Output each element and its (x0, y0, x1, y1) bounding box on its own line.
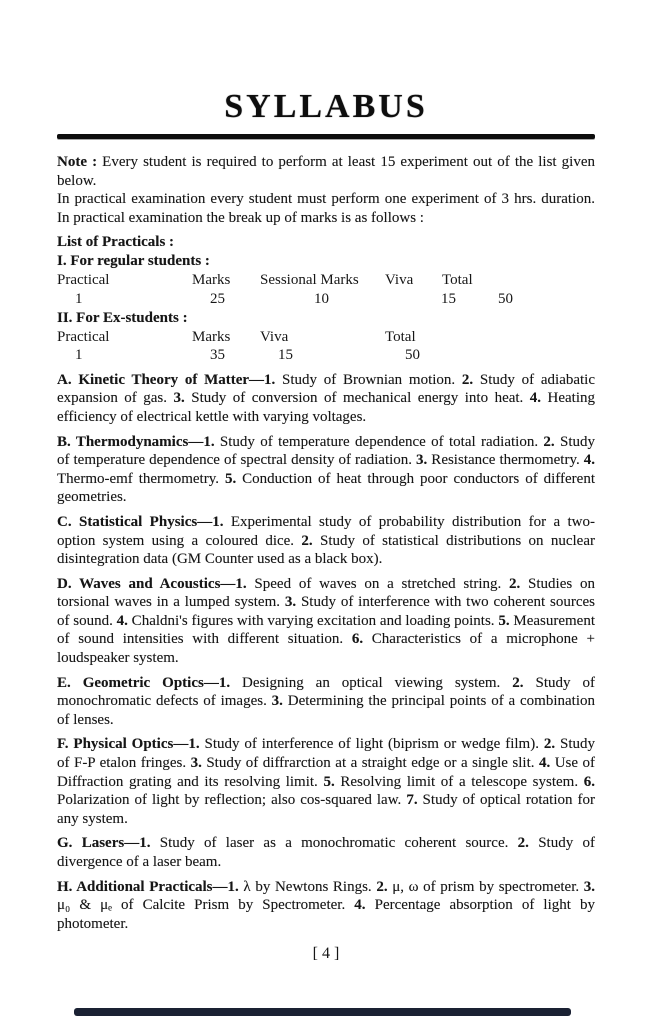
table-cell: 15 (278, 347, 293, 364)
column-header: Viva (385, 272, 414, 289)
regular-table-header-row (57, 271, 595, 290)
note-paragraph-2: In practical examination every student must perform one experiment of 3 hrs. duration. In practical examination the break up of marks is as follows : (57, 191, 595, 226)
column-header: Practical (57, 272, 110, 289)
page-number: [ 4 ] (312, 945, 340, 963)
table-cell: 15 (441, 290, 456, 307)
column-header: Practical (57, 328, 110, 345)
regular-students-heading: I. For regular students : (57, 253, 210, 270)
column-header: Sessional Marks (260, 272, 359, 289)
ex-students-heading: II. For Ex-students : (57, 309, 188, 326)
section-statistical-physics: C. Statistical Physics—1. Experimental study of probability distribution for a two-option system using a coloured dice. 2. Study of statistical distributions on nuclear disintegration data (GM Counter used as a black box). (57, 513, 596, 568)
section-kinetic-theory: A. Kinetic Theory of Matter—1. Study of Brownian motion. 2. Study of adiabatic expansion of gas. 3. Study of conversion of mechanical energy into heat. 4. Heating efficiency of electrical kettle with varying voltages. (57, 371, 596, 425)
note-paragraph: Note : Every student is required to perform at least 15 experiment out of the list given below. (57, 154, 595, 189)
column-header: Total (385, 328, 416, 345)
table-cell: 25 (210, 290, 225, 307)
table-cell: 1 (75, 290, 83, 307)
bottom-scan-bar (74, 1008, 571, 1016)
page-title: SYLLABUS (224, 88, 428, 125)
column-header: Viva (260, 328, 289, 345)
title-rule (57, 134, 595, 139)
column-header: Total (442, 272, 473, 289)
section-geometric-optics: E. Geometric Optics—1. Designing an optical viewing system. 2. Study of monochromatic defects of images. 3. Determining the principal points of a combination of lenses. (57, 674, 595, 728)
ex-students-table-values-row (57, 346, 595, 365)
regular-table-values-row (57, 290, 595, 309)
section-additional-practicals: H. Additional Practicals—1. λ by Newtons Rings. 2. μ, ω of prism by spectrometer. 3. μ₀ & μₑ of Calcite Prism by Spectrometer. 4. Percentage absorption of light by photometer. (57, 878, 596, 932)
section-lasers: G. Lasers—1. Study of laser as a monochromatic coherent source. 2. Study of divergence of a laser beam. (57, 835, 595, 870)
table-cell: 50 (498, 290, 513, 307)
section-physical-optics: F. Physical Optics—1. Study of interference of light (biprism or wedge film). 2. Study of F-P etalon fringes. 3. Study of diffrarction at a straight edge or a single slit. 4. Use of Diffraction grating and its resolving limit. 5. Resolving limit of a telescope system. 6. Polarization of light by reflection; also cos-squared law. 7. Study of optical rotation for any system. (57, 736, 596, 827)
section-thermodynamics: B. Thermodynamics—1. Study of temperature dependence of total radiation. 2. Study of temperature dependence of spectral density of radiation. 3. Resistance thermometry. 4. Thermo-emf thermometry. 5. Conduction of heat through poor conductors of different geometries. (57, 433, 596, 506)
table-cell: 50 (405, 347, 420, 364)
list-of-practicals-heading: List of Practicals : (57, 234, 175, 251)
section-waves-acoustics: D. Waves and Acoustics—1. Speed of waves on a stretched string. 2. Studies on torsional waves in a lumped system. 3. Study of interference with two coherent sources of sound. 4. Chaldni's figures with varying excitation and loading points. 5. Measurement of sound intensities with different situation. 6. Characteristics of a microphone + loudspeaker system. (57, 575, 596, 667)
table-cell: 10 (314, 290, 329, 307)
table-cell: 1 (75, 347, 83, 364)
column-header: Marks (192, 272, 231, 289)
ex-students-table-header-row (57, 328, 595, 347)
column-header: Marks (192, 328, 231, 345)
table-cell: 35 (210, 347, 225, 364)
